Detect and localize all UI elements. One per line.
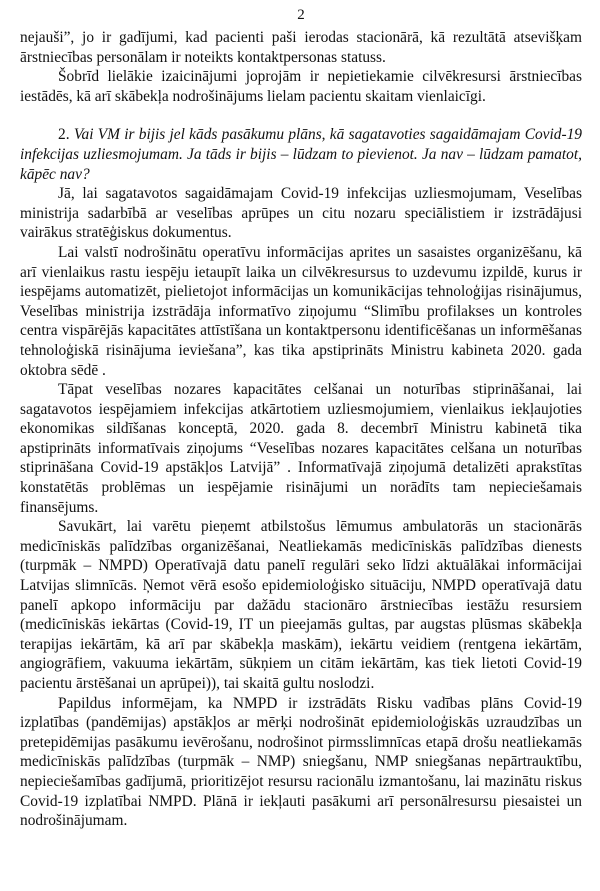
page-number: 2 — [297, 7, 305, 23]
question-text: Vai VM ir bijis jel kāds pasākumu plāns, kā sagatavoties sagaidāmajam Covid-19 infekcijas uzliesmojumam. Ja tāds ir bijis – lūdzam to pievienot. Ja nav – lūdzam pamatot, kāpēc nav? — [20, 126, 582, 183]
question-paragraph — [20, 125, 582, 184]
question-number: 2. — [58, 126, 70, 144]
answer-paragraph-4: Savukārt, lai varētu pieņemt atbilstošus lēmumus ambulatorās un stacionārās medicīniskās palīdzības organizēšanai, Neatliekamās medicīniskās palīdzības dienests (turpmāk – NMPD) Operatīvajā datu panelī regulāri seko līdzi aktuālākai informācijai Latvijas slimnīcās. Ņemot vērā esošo epidemioloģisko situāciju, NMPD operatīvajā datu panelī apkopo informāciju par dažādu stacionāro ārstniecības iestāžu resursiem (medicīniskās iekārtas (Covid-19, IT un pieejamās gultas, par augstas plūsmas skābekļa terapijas iekārtām, kā arī par skābekļa maskām), iekārtu veidiem (rentgena iekārtām, angiogrāfiem, vakuuma iekārtām, sūkņiem un citām iekārtām, kas tiek lietoti Covid-19 pacientu ārstēšanai un aprūpei)), tai skaitā gultu noslodzi. — [20, 518, 582, 692]
answer-paragraph-2: Lai valstī nodrošinātu operatīvu informācijas aprites un sasaistes organizēšanu, kā arī vienlaikus rastu iespēju ietaupīt laika un cilvēkresursus to uzdevumu izpildē, kurus ir iespējams automatizēt, pielietojot informācijas un komunikācijas tehnoloģijas risinājumus, Veselības ministrija izstrādāja informatīvo ziņojumu “Slimību profilakses un kontroles centra vispārējās kapacitātes attīstīšana un kontaktpersonu identificēšanas un informēšanas tehnoloģiskā risinājuma ieviešana”, kas tika apstiprināts Ministru kabineta 2020. gada oktobra sēdē . — [20, 243, 582, 379]
paragraph-gap — [20, 106, 582, 125]
document-page — [20, 6, 582, 886]
answer-paragraph-3: Tāpat veselības nozares kapacitātes celšanai un noturības stiprināšanai, lai sagatavotos iespējamiem infekcijas atkārtotiem uzliesmojumiem, vienlaikus iekļaujoties ekonomikas sildīšanas konceptā, 2020. gada 8. decembrī Ministru kabinetā tika apstiprināts informatīvais ziņojums “Veselības nozares kapacitātes celšana un noturības stiprināšana Covid-19 apstākļos Latvijā” . Informatīvajā ziņojumā detalizēti aprakstītas konstatētās problēmas un iespējamie risinājumi un norādīts tam nepieciešamais finansējums. — [20, 381, 582, 516]
paragraph-continuation: nejauši”, jo ir gadījumi, kad pacienti paši ierodas stacionārā, kā rezultātā atsevišķam ārstniecības personālam ir noteikts kontaktpersonas statuss. — [20, 29, 582, 66]
paragraph-challenges: Šobrīd lielākie izaicinājumi joprojām ir nepietiekamie cilvēkresursi ārstniecības iestādēs, kā arī skābekļa nodrošinājums lielam pacientu skaitam vienlaicīgi. — [20, 68, 582, 105]
answer-paragraph-5: Papildus informējam, ka NMPD ir izstrādāts Risku vadības plāns Covid-19 izplatības (pandēmijas) apstākļos ar mērķi nodrošināt epidemioloģiskās uzraudzības un pretepidēmijas pasākumu ievērošanu, nodrošinot pirmsslimnīcas etapā drošu neatliekamās medicīniskās palīdzības (turpmāk – NMP) sniegšanu, NMP sniegšanas nepārtrauktību, nepieciešamības gadījumā, prioritizējot resursu racionālu izmantošanu, lai mazinātu riskus Covid-19 izplatībai NMPD. Plānā ir iekļauti pasākumi arī personālresursu piesaistei un nodrošinājumam. — [20, 694, 582, 830]
answer-paragraph-1: Jā, lai sagatavotos sagaidāmajam Covid-19 infekcijas uzliesmojumam, Veselības ministrija sadarbībā ar veselības aprūpes un citu nozaru speciālistiem ir izstrādājusi vairākus stratēģiskus dokumentus. — [20, 185, 582, 242]
